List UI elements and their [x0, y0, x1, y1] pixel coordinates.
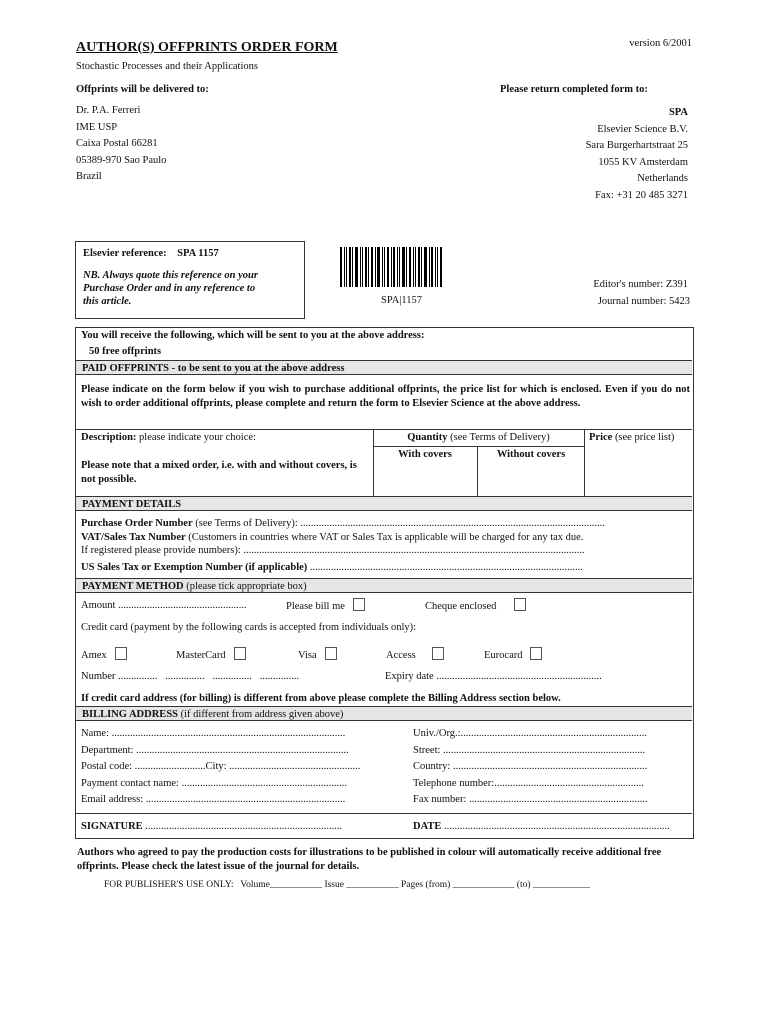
editor-number: Editor's number: Z391 [593, 279, 688, 290]
card-option-access[interactable] [386, 647, 444, 661]
billing-org-field[interactable]: Univ./Org.:....................................................................... [413, 728, 647, 739]
price-label: Price [589, 432, 613, 443]
us-tax-label: US Sales Tax or Exemption Number (if applicable) [81, 562, 308, 573]
eurocard-checkbox[interactable] [530, 647, 542, 660]
with-covers-header: With covers [398, 449, 452, 460]
price-input[interactable] [585, 447, 691, 496]
vat-number-field[interactable] [81, 532, 583, 543]
credit-card-text: Credit card (payment by the following cards is accepted from individuals only): [81, 622, 417, 633]
billing-postal-city-field[interactable]: Postal code: ...........................City: .................................................. [81, 761, 361, 773]
address-line: 05389-970 Sao Paulo [76, 154, 167, 166]
signature-dots: ........................................................................... [142, 821, 343, 832]
form-title: AUTHOR(S) OFFPRINTS ORDER FORM [76, 40, 338, 55]
po-number-label: Purchase Order Number [81, 518, 193, 529]
billing-left-fields [81, 726, 360, 809]
journal-name: Stochastic Processes and their Applications [76, 61, 258, 72]
deliver-heading: Offprints will be delivered to: [76, 84, 209, 95]
access-checkbox[interactable] [432, 647, 444, 660]
mastercard-checkbox[interactable] [234, 647, 246, 660]
address-line: 1055 KV Amsterdam [598, 156, 688, 168]
billing-street-field[interactable]: Street: ............................................................................. [413, 744, 646, 756]
address-line: Caixa Postal 66281 [76, 138, 158, 149]
card-number-field[interactable]: Number ............... ............... ............... ............... [81, 671, 300, 682]
billing-contact-field[interactable]: Payment contact name: ............................................................... [81, 777, 347, 789]
card-option-mastercard[interactable] [176, 647, 246, 661]
billing-address-heading [76, 706, 692, 721]
amex-checkbox[interactable] [115, 647, 127, 660]
without-covers-input[interactable] [478, 462, 583, 496]
billing-country-field[interactable]: Country: .......................................................................... [413, 761, 648, 773]
card-label: Amex [81, 650, 107, 661]
reference-label: Elsevier reference: [83, 248, 167, 259]
us-tax-field[interactable] [81, 562, 583, 573]
po-number-field[interactable] [81, 518, 605, 529]
description-header [81, 432, 256, 443]
free-offprints-count: 50 free offprints [89, 346, 162, 357]
paid-offprints-text: Please indicate on the form below if you wish to purchase additional offprints, the price list for which is enclosed. Even if you do not wish to order additional offprints, please complete and return the form to Elsevier Science at the above address. [81, 384, 690, 409]
address-line: Fax: +31 20 485 3271 [595, 189, 688, 201]
with-covers-input[interactable] [374, 462, 476, 496]
return-address [586, 105, 688, 204]
table-subheader-line [373, 446, 584, 447]
card-option-amex[interactable] [81, 647, 127, 661]
signature-field[interactable] [81, 821, 342, 832]
quantity-text: (see Terms of Delivery) [447, 432, 550, 443]
billing-name-field[interactable]: Name: ......................................................................................... [81, 728, 346, 739]
date-label: DATE [413, 821, 442, 832]
description-text: please indicate your choice: [136, 432, 256, 443]
journal-number: Journal number: 5423 [597, 296, 690, 307]
quantity-label: Quantity [407, 432, 448, 443]
billing-telephone-field[interactable]: Telephone number:......................................................... [413, 777, 644, 789]
billing-department-field[interactable]: Department: ................................................................................. [81, 744, 349, 756]
barcode-bars [340, 247, 444, 287]
address-line: Dr. P.A. Ferreri [76, 105, 141, 116]
date-dots: ...................................................................................... [441, 821, 670, 832]
address-line: Brazil [76, 171, 102, 182]
mixed-order-note: Please note that a mixed order, i.e. with and without covers, is not possible. [81, 460, 357, 485]
card-label: Visa [298, 650, 317, 661]
payment-details-heading: PAYMENT DETAILS [76, 496, 692, 511]
bill-me-label: Please bill me [286, 601, 345, 612]
return-org: SPA [668, 107, 688, 118]
signature-label: SIGNATURE [81, 821, 143, 832]
publisher-use-line: FOR PUBLISHER'S USE ONLY: Volume___________ Issue ___________ Pages (from) _____________ (to) ____________ [104, 880, 590, 890]
amount-field[interactable]: Amount ................................................. [81, 600, 247, 611]
address-line: Elsevier Science B.V. [597, 123, 688, 135]
table-top-line [76, 429, 692, 430]
us-tax-text: ........................................................................................................ [307, 562, 583, 573]
card-label: Eurocard [484, 650, 523, 661]
description-label: Description: [81, 432, 137, 443]
payment-method-heading [76, 578, 692, 593]
billing-right-fields [413, 726, 648, 809]
bill-me-checkbox[interactable] [353, 598, 365, 611]
payment-method-note: (please tick appropriate box) [183, 581, 307, 592]
date-field[interactable] [413, 821, 670, 832]
reference-line [83, 248, 219, 259]
bill-me-option[interactable] [286, 598, 365, 612]
cheque-checkbox[interactable] [514, 598, 526, 611]
payment-method-label: PAYMENT METHOD [82, 581, 184, 592]
free-offprints-text: You will receive the following, which will be sent to you at the above address: [81, 330, 425, 341]
po-number-text: (see Terms of Delivery): .................................................................................................................... [192, 518, 605, 529]
deliver-address [76, 103, 166, 186]
price-header [589, 432, 674, 443]
vat-number-label: VAT/Sales Tax Number [81, 532, 186, 543]
barcode-caption: SPA|1157 [381, 295, 423, 306]
price-text: (see price list) [612, 432, 675, 443]
paid-offprints-heading: PAID OFFPRINTS - to be sent to you at the above address [76, 360, 692, 375]
card-option-eurocard[interactable] [484, 647, 542, 661]
address-line: IME USP [76, 121, 118, 133]
billing-address-note: (if different from address given above) [178, 709, 344, 720]
visa-checkbox[interactable] [325, 647, 337, 660]
reference-value: SPA 1157 [177, 248, 219, 259]
cheque-label: Cheque enclosed [425, 601, 497, 612]
barcode [340, 247, 444, 287]
address-line: Netherlands [637, 173, 688, 184]
reference-box [75, 241, 305, 319]
billing-address-label: BILLING ADDRESS [82, 709, 178, 720]
colour-illustrations-note: Authors who agreed to pay the production costs for illustrations to be published in colour will automatically receive additional free offprints. Please check the latest issue of the journal for details. [77, 847, 662, 872]
without-covers-header: Without covers [496, 449, 566, 460]
billing-note: If credit card address (for billing) is different from above please complete the Billing Address section below. [81, 693, 561, 704]
address-line: Sara Burgerhartstraat 25 [585, 140, 688, 151]
signature-divider [76, 813, 692, 814]
version-label: version 6/2001 [629, 38, 692, 49]
card-label: MasterCard [176, 650, 226, 661]
billing-email-field[interactable]: Email address: ............................................................................ [81, 794, 346, 806]
return-heading: Please return completed form to: [500, 84, 648, 95]
vat-number-line: If registered please provide numbers): .................................................................................................................................. [81, 545, 585, 556]
reference-note: NB. Always quote this reference on your Purchase Order and in any reference to this article. [83, 270, 258, 307]
expiry-date-field[interactable]: Expiry date ............................................................... [385, 671, 602, 682]
billing-fax-field[interactable]: Fax number: .................................................................... [413, 794, 648, 806]
vat-number-text: (Customers in countries where VAT or Sales Tax is applicable will be charged for any tax due. [185, 532, 584, 543]
quantity-header [373, 432, 584, 443]
card-label: Access [386, 650, 416, 661]
cheque-option[interactable] [425, 598, 526, 612]
card-option-visa[interactable] [298, 647, 337, 661]
